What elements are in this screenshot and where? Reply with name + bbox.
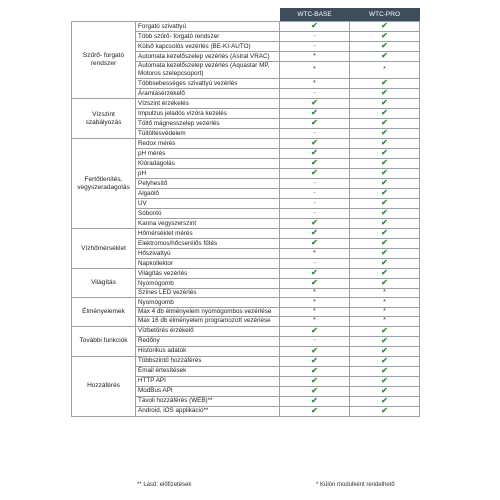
footnote-separate-module: * Külön modulként rendelhető <box>316 482 395 488</box>
check-icon: ✔ <box>311 345 318 355</box>
feature-label: ModBus API <box>136 386 280 396</box>
cell-pro <box>350 269 420 279</box>
cell-base <box>280 336 350 346</box>
feature-label: Túltöltésvédelem <box>136 129 280 139</box>
feature-label: Redőny <box>136 336 280 346</box>
group-label: Vízhőmérséklet <box>72 229 136 269</box>
cell-base <box>280 89 350 99</box>
feature-label: UV <box>136 199 280 209</box>
check-icon: ✔ <box>311 278 318 287</box>
feature-label: Áramlásérzékelő <box>136 89 280 99</box>
cell-pro <box>350 199 420 209</box>
dash-mark: - <box>313 179 316 187</box>
cell-pro <box>350 307 420 316</box>
check-icon: ✔ <box>311 395 318 405</box>
feature-label: Többsebességes szivattyú vezérlés <box>136 79 280 89</box>
feature-label: Hőmérséklet mérés <box>136 229 280 239</box>
cell-pro <box>350 22 420 32</box>
dash-mark: - <box>313 337 316 345</box>
cell-base <box>280 189 350 199</box>
asterisk-mark: * <box>313 298 316 306</box>
check-icon: ✔ <box>311 375 318 385</box>
feature-label: pH mérés <box>136 149 280 159</box>
feature-label: Többszintű hozzáférés <box>136 356 280 366</box>
feature-label: Automata kezelőszelep vezérlés (Aquastar MP, Motoros szelepcsoport) <box>136 62 280 79</box>
cell-pro <box>350 396 420 406</box>
group-label: Világítás <box>72 269 136 298</box>
check-icon: ✔ <box>381 178 388 187</box>
feature-label: Több szűrő- forgató rendszer <box>136 32 280 42</box>
feature-label: Napkollektor <box>136 259 280 269</box>
feature-label: Klóradagolás <box>136 159 280 169</box>
feature-label: Nyomógomb <box>136 298 280 307</box>
check-icon: ✔ <box>381 51 388 60</box>
group-label: Vízszint szabályozás <box>72 99 136 139</box>
cell-pro <box>350 326 420 336</box>
asterisk-mark: * <box>313 66 316 73</box>
check-icon: ✔ <box>311 238 318 247</box>
check-icon: ✔ <box>381 138 388 147</box>
feature-label: Távoli hozzáférés (WEB)** <box>136 396 280 406</box>
cell-pro <box>350 42 420 52</box>
check-icon: ✔ <box>311 118 318 127</box>
check-icon: ✔ <box>381 335 388 345</box>
cell-base <box>280 269 350 279</box>
check-icon: ✔ <box>311 108 318 117</box>
feature-label: Redox mérés <box>136 139 280 149</box>
feature-label: Színes LED vezérlés <box>136 289 280 298</box>
table-row <box>72 99 420 109</box>
cell-base <box>280 289 350 298</box>
cell-base <box>280 219 350 229</box>
cell-pro <box>350 129 420 139</box>
check-icon: ✔ <box>311 385 318 395</box>
check-icon: ✔ <box>311 168 318 177</box>
check-icon: ✔ <box>381 128 388 137</box>
group-label: További funkciók <box>72 326 136 356</box>
cell-pro <box>350 279 420 289</box>
cell-base <box>280 22 350 32</box>
table-row <box>72 326 420 336</box>
cell-base <box>280 32 350 42</box>
asterisk-mark: * <box>313 52 316 60</box>
check-icon: ✔ <box>311 98 318 107</box>
check-icon: ✔ <box>381 385 388 395</box>
cell-base <box>280 239 350 249</box>
cell-pro <box>350 159 420 169</box>
cell-pro <box>350 139 420 149</box>
dash-mark: - <box>313 189 316 197</box>
cell-base <box>280 199 350 209</box>
cell-base <box>280 356 350 366</box>
cell-pro <box>350 32 420 42</box>
asterisk-mark: * <box>313 307 316 315</box>
check-icon: ✔ <box>381 268 388 277</box>
cell-base <box>280 129 350 139</box>
cell-pro <box>350 109 420 119</box>
cell-pro <box>350 179 420 189</box>
check-icon: ✔ <box>381 98 388 107</box>
cell-pro <box>350 346 420 356</box>
cell-base <box>280 99 350 109</box>
dash-mark: - <box>313 259 316 267</box>
check-icon: ✔ <box>381 395 388 405</box>
cell-pro <box>350 289 420 298</box>
check-icon: ✔ <box>311 228 318 237</box>
cell-base <box>280 149 350 159</box>
feature-label: Impulzus jeladós vízóra kezelés <box>136 109 280 119</box>
feature-label: Töltő mágnesszelep vezérlés <box>136 119 280 129</box>
cell-base <box>280 366 350 376</box>
cell-pro <box>350 356 420 366</box>
feature-label: Világítás vezérlés <box>136 269 280 279</box>
check-icon: ✔ <box>381 88 388 97</box>
table-body <box>72 22 420 417</box>
cell-base <box>280 179 350 189</box>
dash-mark: - <box>313 129 316 137</box>
check-icon: ✔ <box>381 21 388 30</box>
cell-base <box>280 109 350 119</box>
cell-base <box>280 119 350 129</box>
asterisk-mark: * <box>313 289 316 297</box>
cell-pro <box>350 336 420 346</box>
check-icon: ✔ <box>381 248 388 257</box>
cell-pro <box>350 79 420 89</box>
comparison-table <box>71 8 420 417</box>
cell-pro <box>350 249 420 259</box>
check-icon: ✔ <box>381 278 388 287</box>
cell-pro <box>350 62 420 79</box>
check-icon: ✔ <box>311 268 318 277</box>
cell-pro <box>350 169 420 179</box>
check-icon: ✔ <box>381 168 388 177</box>
dash-mark: - <box>313 32 316 40</box>
check-icon: ✔ <box>381 365 388 375</box>
feature-label: Algaölő <box>136 189 280 199</box>
feature-label: Vízbetörés érzékelő <box>136 326 280 336</box>
feature-label: Külső kapcsolós vezérlés (BE-KI-AUTO) <box>136 42 280 52</box>
check-icon: ✔ <box>381 218 388 227</box>
check-icon: ✔ <box>311 158 318 167</box>
feature-label: Android, iOS applikáció** <box>136 406 280 416</box>
cell-pro <box>350 386 420 396</box>
asterisk-mark: * <box>383 298 386 306</box>
cell-pro <box>350 89 420 99</box>
check-icon: ✔ <box>311 138 318 147</box>
group-label: Fertőtlenítés, vegyszeradagolás <box>72 139 136 229</box>
check-icon: ✔ <box>381 41 388 50</box>
cell-base <box>280 376 350 386</box>
group-label: Szűrő- forgató rendszer <box>72 22 136 99</box>
feature-label: Pelyhesítő <box>136 179 280 189</box>
header-wtc-pro: WTC-PRO <box>350 8 420 22</box>
check-icon: ✔ <box>381 228 388 237</box>
check-icon: ✔ <box>381 158 388 167</box>
header-blank <box>72 8 136 22</box>
check-icon: ✔ <box>311 21 318 30</box>
feature-label: Forgató szivattyú <box>136 22 280 32</box>
check-icon: ✔ <box>311 148 318 157</box>
header-blank <box>136 8 280 22</box>
cell-base <box>280 259 350 269</box>
header-wtc-base: WTC-BASE <box>280 8 350 22</box>
cell-pro <box>350 298 420 307</box>
feature-label: Automata kezelőszelep vezérlés (Astral VRAC) <box>136 52 280 62</box>
asterisk-mark: * <box>383 66 386 73</box>
check-icon: ✔ <box>381 31 388 40</box>
check-icon: ✔ <box>381 188 388 197</box>
check-icon: ✔ <box>311 365 318 375</box>
cell-base <box>280 79 350 89</box>
cell-base <box>280 346 350 356</box>
check-icon: ✔ <box>381 238 388 247</box>
check-icon: ✔ <box>381 198 388 207</box>
group-label: Hozzáférés <box>72 356 136 416</box>
cell-pro <box>350 209 420 219</box>
table-row <box>72 269 420 279</box>
feature-label: Vízszint érzékelés <box>136 99 280 109</box>
check-icon: ✔ <box>311 355 318 365</box>
cell-pro <box>350 99 420 109</box>
dash-mark: - <box>313 199 316 207</box>
footnote-subscriptions: ** Lásd: előfizetések <box>137 482 192 488</box>
cell-pro <box>350 229 420 239</box>
check-icon: ✔ <box>381 325 388 335</box>
feature-label: pH <box>136 169 280 179</box>
check-icon: ✔ <box>381 355 388 365</box>
cell-pro <box>350 189 420 199</box>
cell-base <box>280 229 350 239</box>
table-row <box>72 139 420 149</box>
cell-pro <box>350 52 420 62</box>
asterisk-mark: * <box>313 79 316 87</box>
table-row <box>72 356 420 366</box>
cell-pro <box>350 219 420 229</box>
cell-pro <box>350 119 420 129</box>
cell-pro <box>350 376 420 386</box>
cell-base <box>280 386 350 396</box>
cell-base <box>280 279 350 289</box>
cell-pro <box>350 149 420 159</box>
table-row <box>72 298 420 307</box>
check-icon: ✔ <box>311 405 318 415</box>
check-icon: ✔ <box>381 108 388 117</box>
cell-base <box>280 406 350 416</box>
cell-base <box>280 52 350 62</box>
cell-base <box>280 249 350 259</box>
dash-mark: - <box>313 209 316 217</box>
check-icon: ✔ <box>381 258 388 267</box>
dash-mark: - <box>313 89 316 97</box>
asterisk-mark: * <box>383 317 386 325</box>
feature-label: Hőszivattyú <box>136 249 280 259</box>
check-icon: ✔ <box>381 148 388 157</box>
cell-base <box>280 298 350 307</box>
cell-pro <box>350 239 420 249</box>
table-row <box>72 229 420 239</box>
check-icon: ✔ <box>311 218 318 227</box>
feature-label: Max 16 db élményelem programozott vezérlése <box>136 317 280 326</box>
cell-base <box>280 209 350 219</box>
cell-pro <box>350 366 420 376</box>
cell-base <box>280 62 350 79</box>
asterisk-mark: * <box>313 317 316 325</box>
feature-label: Nyomógomb <box>136 279 280 289</box>
cell-base <box>280 326 350 336</box>
cell-pro <box>350 406 420 416</box>
cell-base <box>280 42 350 52</box>
check-icon: ✔ <box>381 78 388 87</box>
dash-mark: - <box>313 42 316 50</box>
feature-label: Sóbontó <box>136 209 280 219</box>
asterisk-mark: * <box>383 289 386 297</box>
cell-base <box>280 307 350 316</box>
asterisk-mark: * <box>313 249 316 257</box>
feature-label: Email értesítések <box>136 366 280 376</box>
feature-label: Kanna vegyszerszint <box>136 219 280 229</box>
check-icon: ✔ <box>381 208 388 217</box>
check-icon: ✔ <box>381 345 388 355</box>
feature-label: Historikus adatok <box>136 346 280 356</box>
asterisk-mark: * <box>383 307 386 315</box>
group-label: Élményelemek <box>72 298 136 326</box>
cell-pro <box>350 259 420 269</box>
cell-base <box>280 169 350 179</box>
cell-base <box>280 396 350 406</box>
feature-label: Elektromos/hőcserélős fűtés <box>136 239 280 249</box>
feature-label: Max 4 db élményelem nyomógombos vezérlése <box>136 307 280 316</box>
check-icon: ✔ <box>381 118 388 127</box>
feature-label: HTTP API <box>136 376 280 386</box>
check-icon: ✔ <box>381 405 388 415</box>
header-row <box>72 8 420 22</box>
check-icon: ✔ <box>381 375 388 385</box>
cell-base <box>280 159 350 169</box>
table-row <box>72 22 420 32</box>
check-icon: ✔ <box>311 325 318 335</box>
cell-base <box>280 139 350 149</box>
